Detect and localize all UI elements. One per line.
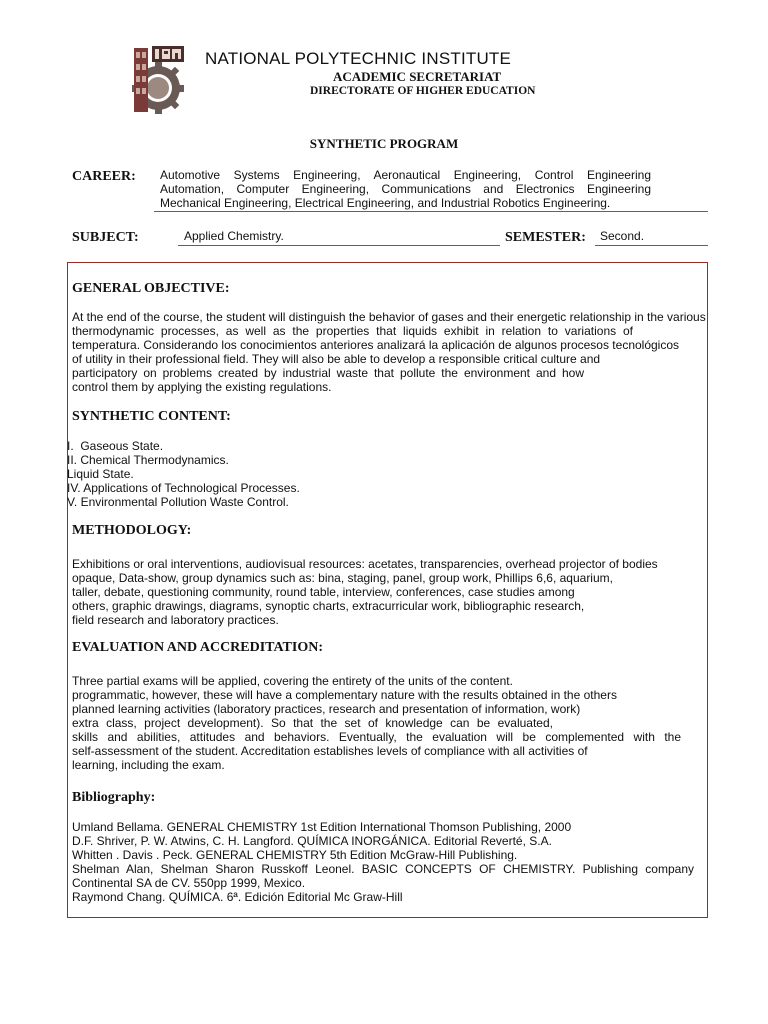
bibliography-entry: Raymond Chang. QUÍMICA. 6ª. Edición Editorial Mc Graw-Hill xyxy=(72,890,403,904)
text-line: planned learning activities (laboratory practices, research and presentation of information, work) xyxy=(72,702,581,716)
text-line: Exhibitions or oral interventions, audiovisual resources: acetates, transparencies, overhead projector of bodies xyxy=(72,557,658,571)
methodology-text xyxy=(72,557,658,627)
bibliography-entry: Shelman Alan, Shelman Sharon Russkoff Leonel. BASIC CONCEPTS OF CHEMISTRY. Publishing company xyxy=(72,862,694,876)
text-line: extra class, project development). So that the set of knowledge can be evaluated, xyxy=(72,716,553,730)
text-line: learning, including the exam. xyxy=(72,758,225,772)
synthetic-content-list xyxy=(67,439,300,509)
list-item: I. Gaseous State. xyxy=(67,439,164,453)
evaluation-heading: EVALUATION AND ACCREDITATION: xyxy=(72,640,324,655)
subject-label: SUBJECT: xyxy=(72,230,139,245)
text-line: Three partial exams will be applied, covering the entirety of the units of the content. xyxy=(72,674,513,688)
institute-name: NATIONAL POLYTECHNIC INSTITUTE xyxy=(205,49,512,68)
text-line: programmatic, however, these will have a complementary nature with the results obtained in the others xyxy=(72,688,617,702)
text-line: self-assessment of the student. Accreditation establishes levels of compliance with all activities of xyxy=(72,744,588,758)
bibliography-heading: Bibliography: xyxy=(72,790,156,805)
career-line: Automotive Systems Engineering, Aeronautical Engineering, Control Engineering xyxy=(160,168,651,182)
text-line: thermodynamic processes, as well as the properties that liquids exhibit in relation to variations of xyxy=(72,324,633,338)
career-text xyxy=(160,168,651,210)
text-line: others, graphic drawings, diagrams, synoptic charts, extracurricular work, bibliographic research, xyxy=(72,599,585,613)
directorate-name: DIRECTORATE OF HIGHER EDUCATION xyxy=(310,85,536,97)
career-line: Automation, Computer Engineering, Communications and Electronics Engineering xyxy=(160,182,651,196)
bibliography-list xyxy=(72,820,694,904)
bibliography-entry: Continental SA de CV. 550pp 1999, Mexico. xyxy=(72,876,306,890)
text-line: skills and abilities, attitudes and behaviors. Eventually, the evaluation will be complemented with the xyxy=(72,730,681,744)
ipn-logo-icon xyxy=(124,42,188,118)
text-line: of utility in their professional field. They will also be able to develop a responsible critical culture and xyxy=(72,352,601,366)
program-title: SYNTHETIC PROGRAM xyxy=(309,136,459,151)
subject-value: Applied Chemistry. xyxy=(184,229,284,243)
text-line: At the end of the course, the student will distinguish the behavior of gases and their energetic relationship in the various xyxy=(72,310,706,324)
text-line: participatory on problems created by industrial waste that pollute the environment and how xyxy=(72,366,584,380)
career-label: CAREER: xyxy=(72,169,136,184)
bibliography-entry: D.F. Shriver, P. W. Atwins, C. H. Langford. QUÍMICA INORGÁNICA. Editorial Reverté, S.A. xyxy=(72,834,552,848)
general-objective-heading: GENERAL OBJECTIVE: xyxy=(72,281,230,296)
semester-label: SEMESTER: xyxy=(505,230,586,245)
secretariat-name: ACADEMIC SECRETARIAT xyxy=(333,69,502,84)
list-item: IV. Applications of Technological Processes. xyxy=(67,481,300,495)
general-objective-text xyxy=(72,310,706,394)
text-line: control them by applying the existing regulations. xyxy=(72,380,332,394)
text-line: field research and laboratory practices. xyxy=(72,613,279,627)
semester-value: Second. xyxy=(600,229,645,243)
list-item: II. Chemical Thermodynamics. xyxy=(67,453,229,467)
career-underline xyxy=(154,211,708,212)
list-item: Liquid State. xyxy=(67,467,134,481)
synthetic-content-heading: SYNTHETIC CONTENT: xyxy=(72,409,231,424)
text-line: taller, debate, questioning community, round table, interview, conferences, case studies among xyxy=(72,585,575,599)
bibliography-entry: Umland Bellama. GENERAL CHEMISTRY 1st Edition International Thomson Publishing, 2000 xyxy=(72,820,572,834)
evaluation-text xyxy=(72,674,681,772)
methodology-heading: METHODOLOGY: xyxy=(72,523,192,538)
list-item: V. Environmental Pollution Waste Control. xyxy=(67,495,289,509)
text-line: opaque, Data-show, group dynamics such as: bina, staging, panel, group work, Phillips 6,6, aquarium, xyxy=(72,571,613,585)
subject-underline xyxy=(178,245,500,246)
semester-underline xyxy=(595,245,708,246)
career-line: Mechanical Engineering, Electrical Engineering, and Industrial Robotics Engineering. xyxy=(160,196,611,210)
text-line: temperatura. Considerando los conocimientos anteriores analizará la aplicación de algunos procesos tecnológicos xyxy=(72,338,680,352)
bibliography-entry: Whitten . Davis . Peck. GENERAL CHEMISTRY 5th Edition McGraw-Hill Publishing. xyxy=(72,848,518,862)
